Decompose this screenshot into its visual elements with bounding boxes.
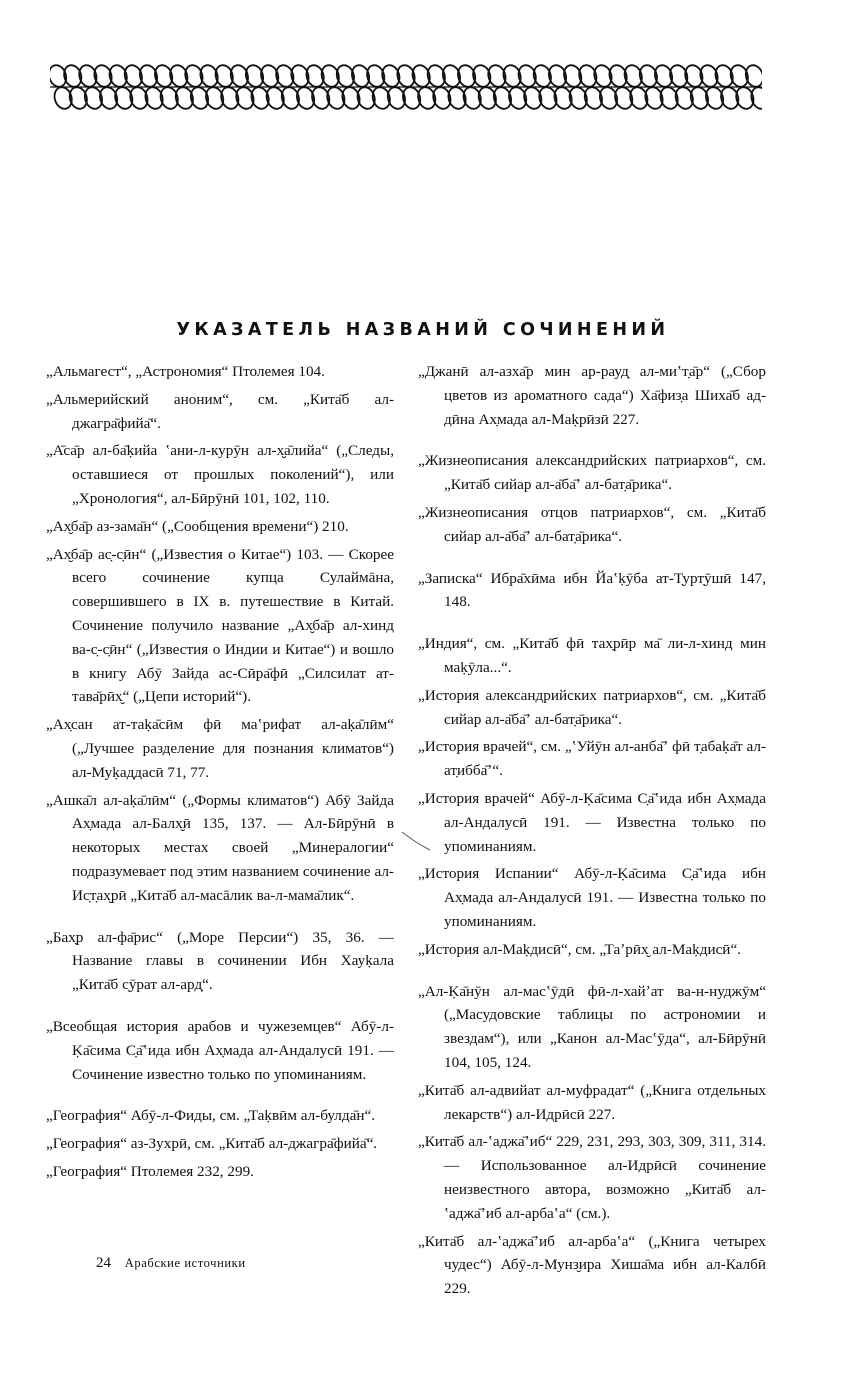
index-entry: „Ах̮ба̄р аз-зама̄н“ („Сообщения времени“) 210. xyxy=(46,517,349,535)
index-entry: „Ах̣сан ат-таḳа̄сӣм фӣ маʽрифат ал-аḳа̄лӣм“ („Лучшее разделение для познания климатов“) ал-Муḳаддасӣ 71, 77. xyxy=(46,716,394,781)
index-entry: „История Испании“ Абӯ-л-Ḳа̄сима С̣а̄ʽида ибн Ах̣мада ал-Андалусӣ 191. — Известна только по упоминаниям. xyxy=(418,865,766,930)
index-entry: „Джанӣ ал-азха̄р мин ар-рауд̣ ал-миʽт̣а̄р“ („Сбор цветов из ароматного сада“) Ха̄физ̣а Шиха̄б ад-дӣна Ах̣мада ал-Маḳрӣзӣ 227. xyxy=(418,363,766,428)
sheet-number: 24 xyxy=(96,1255,111,1271)
index-entry: „География“ Птолемея 232, 299. xyxy=(46,1162,254,1180)
index-entry: „Кита̄б ал-ʽаджа̄ʼиб“ 229, 231, 293, 303, 309, 311, 314. — Использованное ал-Идрӣсӣ сочинение неизвестного автора, возможно „Кита̄б ал-ʽаджа̄ʼиб ал-арбаʽа“ (см.). xyxy=(418,1133,766,1222)
index-entry: „Альмагест“, „Астрономия“ Птолемея 104. xyxy=(46,363,325,380)
index-entry: „Ах̮ба̄р ас̣-с̣ӣн“ („Известия о Китае“) 103. — Скорее всего сочинение купца Сулаймāна, совершившего в IX в. путешествие в Китай. Сочинение получило название „Ах̮ба̄р ал-хинд ва-с̣-с̣ӣн“ („Известия о Индии и Китае“) и вошло в книгу Абӯ Зайда ас-Сӣра̄фӣ „Силсилат ат-тава̄рӣх̮“ („Цепи историй“). xyxy=(46,545,394,706)
index-entry: „Записка“ Ибра̄хӣма ибн Йаʽḳӯба ат-Т̣урт̣ӯшӣ 147, 148. xyxy=(418,569,766,611)
index-entry: „Всеобщая история арабов и чужеземцев“ Абӯ-л-Ḳа̄сима С̣а̄ʽида ибн Ах̣мада ал-Андалусӣ 191. — Сочинение известно только по упоминаниям. xyxy=(46,1017,394,1083)
page-title: УКАЗАТЕЛЬ НАЗВАНИЙ СОЧИНЕНИЙ xyxy=(176,320,670,340)
index-entry: „География“ аз-Зухрӣ, см. „Кита̄б ал-джагра̄фийа̄“. xyxy=(46,1135,378,1153)
index-entry: „История врачей“, см. „ʽУйӯн ал-анба̄ʼ фӣ т̣абаḳа̄т ал-ат̣ибба̄ʼ“. xyxy=(418,738,766,780)
index-entry: „Ашка̄л ал-аḳа̄лӣм“ („Формы климатов“) Абӯ Зайда Ах̣мада ал-Балх̮ӣ 135, 137. — Ал-Бӣрӯнӣ в некоторых местах своей „Минералогии“ подразумевает под этим названием сочинение ал-Ис̣т̣ах̮рӣ „Кита̄б ал-масāлик ва-л-мама̄лик“. xyxy=(46,791,394,904)
index-entry: „Жизнеописания отцов патриархов“, см. „Кита̄б сийар ал-а̄ба̄ʼ ал-бат̣а̄рика“. xyxy=(418,503,766,545)
index-entry: „Бах̣р ал-фа̄рис“ („Море Персии“) 35, 36. — Название главы в сочинении Ибн Хауḳала „Кита̄б с̣ӯрат ал-ард̣“. xyxy=(46,928,394,994)
left-column xyxy=(46,360,394,1188)
index-entry: „Альмерийский аноним“, см. „Кита̄б ал-джагра̄фийа̄“. xyxy=(46,390,394,432)
right-column xyxy=(418,360,766,1305)
index-entry: „Кита̄б ал-адвийат ал-муфрадат“ („Книга отдельных лекарств“) ал-Идрӣсӣ 227. xyxy=(418,1081,766,1123)
index-entry: „А̄са̄р ал-ба̄ḳийа ʽани-л-курӯн ал-х̮а̄лийа“ („Следы, оставшиеся от прошлых поколений“), или „Хронология“, ал-Бӣрӯнӣ 101, 102, 110. xyxy=(46,442,394,507)
index-entry: „История ал-Маḳдисӣ“, см. „Таʼрӣх̮ ал-Маḳдисӣ“. xyxy=(418,940,741,958)
index-entry: „География“ Абӯ-л-Фиды, см. „Таḳвӣм ал-булда̄н“. xyxy=(46,1107,376,1125)
index-entry: „Кита̄б ал-ʽаджа̄ʼиб ал-арбаʽа“ („Книга четырех чудес“) Абӯ-л-Мунз̮ира Хиша̄ма ибн ал-Калбӣ 229. xyxy=(418,1232,766,1298)
index-entry: „Жизнеописания александрийских патриархов“, см. „Кита̄б сийар ал-а̄ба̄ʼ ал-бат̣а̄рика“. xyxy=(418,452,766,494)
index-entry: „История александрийских патриархов“, см. „Кита̄б сийар ал-а̄ба̄ʼ ал-бат̣а̄рика“. xyxy=(418,686,766,728)
index-entry: „История врачей“ Абӯ-л-Ḳа̄сима С̣а̄ʽида ибн Ах̣мада ал-Андалусӣ 191. — Известна только по упоминаниям. xyxy=(418,789,766,855)
index-entry: „Индия“, см. „Кита̄б фӣ тах̣рӣр ма̄ ли-л-хинд мин маḳӯла...“. xyxy=(418,635,766,676)
index-entry: „Ал-Ḳа̄нӯн ал-масʽӯдӣ фӣ-л-хайʼат ва-н-нуджӯм“ („Масудовские таблицы по астрономии и звездам“), или „Канон ал-Масʽӯда“, ал-Бӣрӯнӣ 104, 105, 124. xyxy=(418,982,766,1071)
ornament-pattern-icon xyxy=(50,62,762,112)
decorative-ornament-border xyxy=(50,62,762,112)
printer-signature: Арабские источники xyxy=(124,1256,246,1270)
page-footer xyxy=(96,1255,246,1272)
margin-pencil-mark-icon xyxy=(400,830,434,852)
